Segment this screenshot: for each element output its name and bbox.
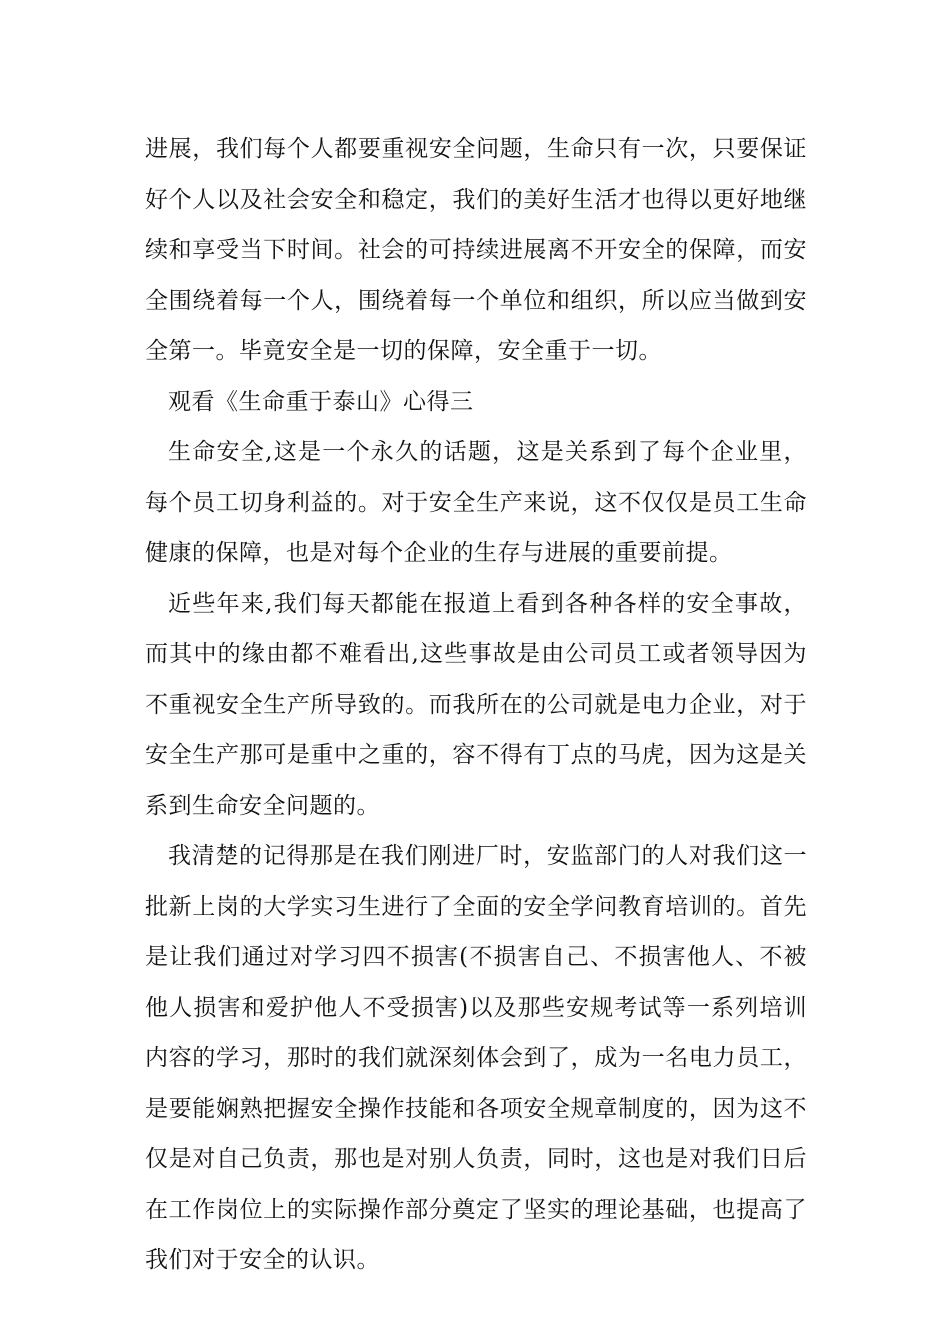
paragraph: 近些年来,我们每天都能在报道上看到各种各样的安全事故，而其中的缘由都不难看出,这些事故是由公司员工或者领导因为不重视安全生产所导致的。而我所在的公司就是电力企业，对于安全生产那可是重中之重的，容不得有丁点的马虎，因为这是关系到生命安全问题的。 <box>145 590 807 819</box>
paragraph: 我清楚的记得那是在我们刚进厂时，安监部门的人对我们这一批新上岗的大学实习生进行了全面的安全学问教育培训的。首先是让我们通过对学习四不损害(不损害自己、不损害他人、不被他人损害和爱护他人不受损害)以及那些安规考试等一系列培训内容的学习，那时的我们就深刻体会到了，成为一名电力员工，是要能娴熟把握安全操作技能和各项安全规章制度的，因为这不仅是对自己负责，那也是对别人负责，同时，这也是对我们日后在工作岗位上的实际操作部分奠定了坚实的理论基础，也提高了我们对于安全的认识。 <box>145 843 807 1273</box>
section-heading: 观看《生命重于泰山》心得三 <box>168 388 474 415</box>
paragraph: 生命安全,这是一个永久的话题，这是关系到了每个企业里，每个员工切身利益的。对于安全生产来说，这不仅仅是员工生命健康的保障，也是对每个企业的生存与进展的重要前提。 <box>145 439 807 566</box>
document-body <box>145 124 807 1286</box>
paragraph-continuation: 进展，我们每个人都要重视安全问题，生命只有一次，只要保证好个人以及社会安全和稳定，我们的美好生活才也得以更好地继续和享受当下时间。社会的可持续进展离不开安全的保障，而安全围绕着每一个人，围绕着每一个单位和组织，所以应当做到安全第一。毕竟安全是一切的保障，安全重于一切。 <box>145 136 807 364</box>
